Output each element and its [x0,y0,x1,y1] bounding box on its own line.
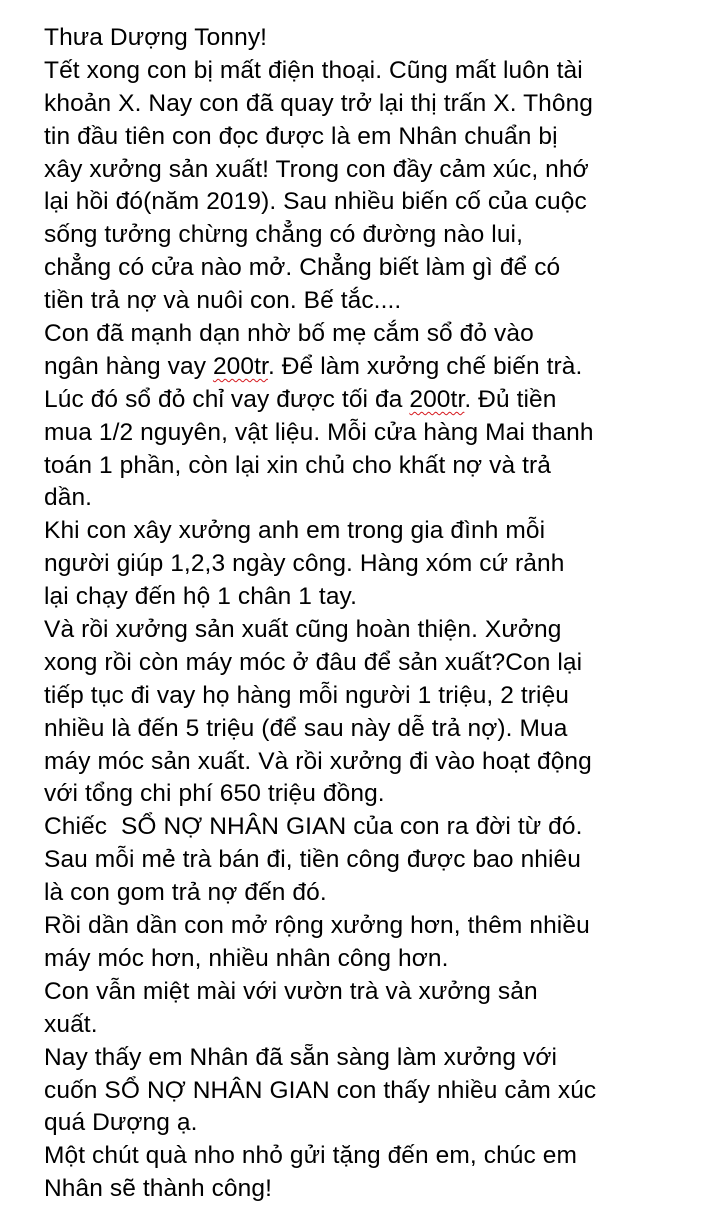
letter-line: mua 1/2 nguyên, vật liệu. Mỗi cửa hàng Mai thanh [44,418,594,446]
letter-line: máy móc sản xuất. Và rồi xưởng đi vào hoạt động [44,747,592,775]
letter-line: Tết xong con bị mất điện thoại. Cũng mất luôn tài [44,56,583,84]
letter-line: dần. [44,484,93,512]
letter-line: xuất. [44,1010,98,1038]
letter-line: Con vẫn miệt mài với vườn trà và xưởng sản [44,977,538,1005]
letter-line: Thưa Dượng Tonny! [44,24,268,51]
spellcheck-flagged-word: 200tr [409,385,465,413]
letter-line: nhiều là đến 5 triệu (để sau này dễ trả nợ). Mua [44,714,568,742]
letter-line: xong rồi còn máy móc ở đâu để sản xuất?Con lại [44,648,583,676]
letter-line: Sau mỗi mẻ trà bán đi, tiền công được bao nhiêu [44,846,582,874]
letter-line [44,384,694,417]
line-segment: . Để làm xưởng chế biến trà. [267,352,583,380]
letter-line: Và rồi xưởng sản xuất cũng hoàn thiện. Xưởng [44,616,562,644]
letter-line: với tổng chi phí 650 triệu đồng. [44,780,385,808]
letter-line: cuốn SỔ NỢ NHÂN GIAN con thấy nhiều cảm xúc [44,1076,597,1104]
letter-line: xây xưởng sản xuất! Trong con đầy cảm xúc, nhớ [44,155,589,183]
line-segment: ngân hàng vay [44,352,213,380]
letter-line: lại hồi đó(năm 2019). Sau nhiều biến cố của cuộc [44,188,587,216]
letter-line: Nay thấy em Nhân đã sẵn sàng làm xưởng với [44,1043,558,1071]
letter-line: Nhân sẽ thành công! [44,1175,273,1203]
line-segment: Lúc đó sổ đỏ chỉ vay được tối đa [44,385,410,413]
letter-line: là con gom trả nợ đến đó. [44,879,327,907]
line-segment: . Đủ tiền [464,385,557,413]
letter-line: Rồi dần dần con mở rộng xưởng hơn, thêm nhiều [44,912,590,940]
letter-line: tiền trả nợ và nuôi con. Bế tắc.... [44,287,402,315]
spellcheck-flagged-word: 200tr [212,352,268,380]
letter-body [44,22,694,1206]
letter-line: chẳng có cửa nào mở. Chẳng biết làm gì để có [44,254,561,282]
letter-line: khoản X. Nay con đã quay trở lại thị trấn X. Thông [44,89,594,117]
letter-line: quá Dượng ạ. [44,1109,198,1137]
letter-line: lại chạy đến hộ 1 chân 1 tay. [44,583,357,611]
letter-line: Chiếc SỔ NỢ NHÂN GIAN của con ra đời từ đó. [44,813,583,841]
letter-line: tiếp tục đi vay họ hàng mỗi người 1 triệu, 2 triệu [44,681,570,709]
letter-line [44,351,694,384]
letter-line: toán 1 phần, còn lại xin chủ cho khất nợ và trả [44,451,551,479]
letter-line: tin đầu tiên con đọc được là em Nhân chuẩn bị [44,122,558,150]
letter-line: máy móc hơn, nhiều nhân công hơn. [44,944,449,972]
letter-line: Một chút quà nho nhỏ gửi tặng đến em, chúc em [44,1142,578,1170]
letter-line: Con đã mạnh dạn nhờ bố mẹ cắm sổ đỏ vào [44,320,534,348]
letter-line: Khi con xây xưởng anh em trong gia đình mỗi [44,517,546,545]
letter-line: người giúp 1,2,3 ngày công. Hàng xóm cứ rảnh [44,550,565,578]
letter-line: sống tưởng chừng chẳng có đường nào lui, [44,221,523,249]
